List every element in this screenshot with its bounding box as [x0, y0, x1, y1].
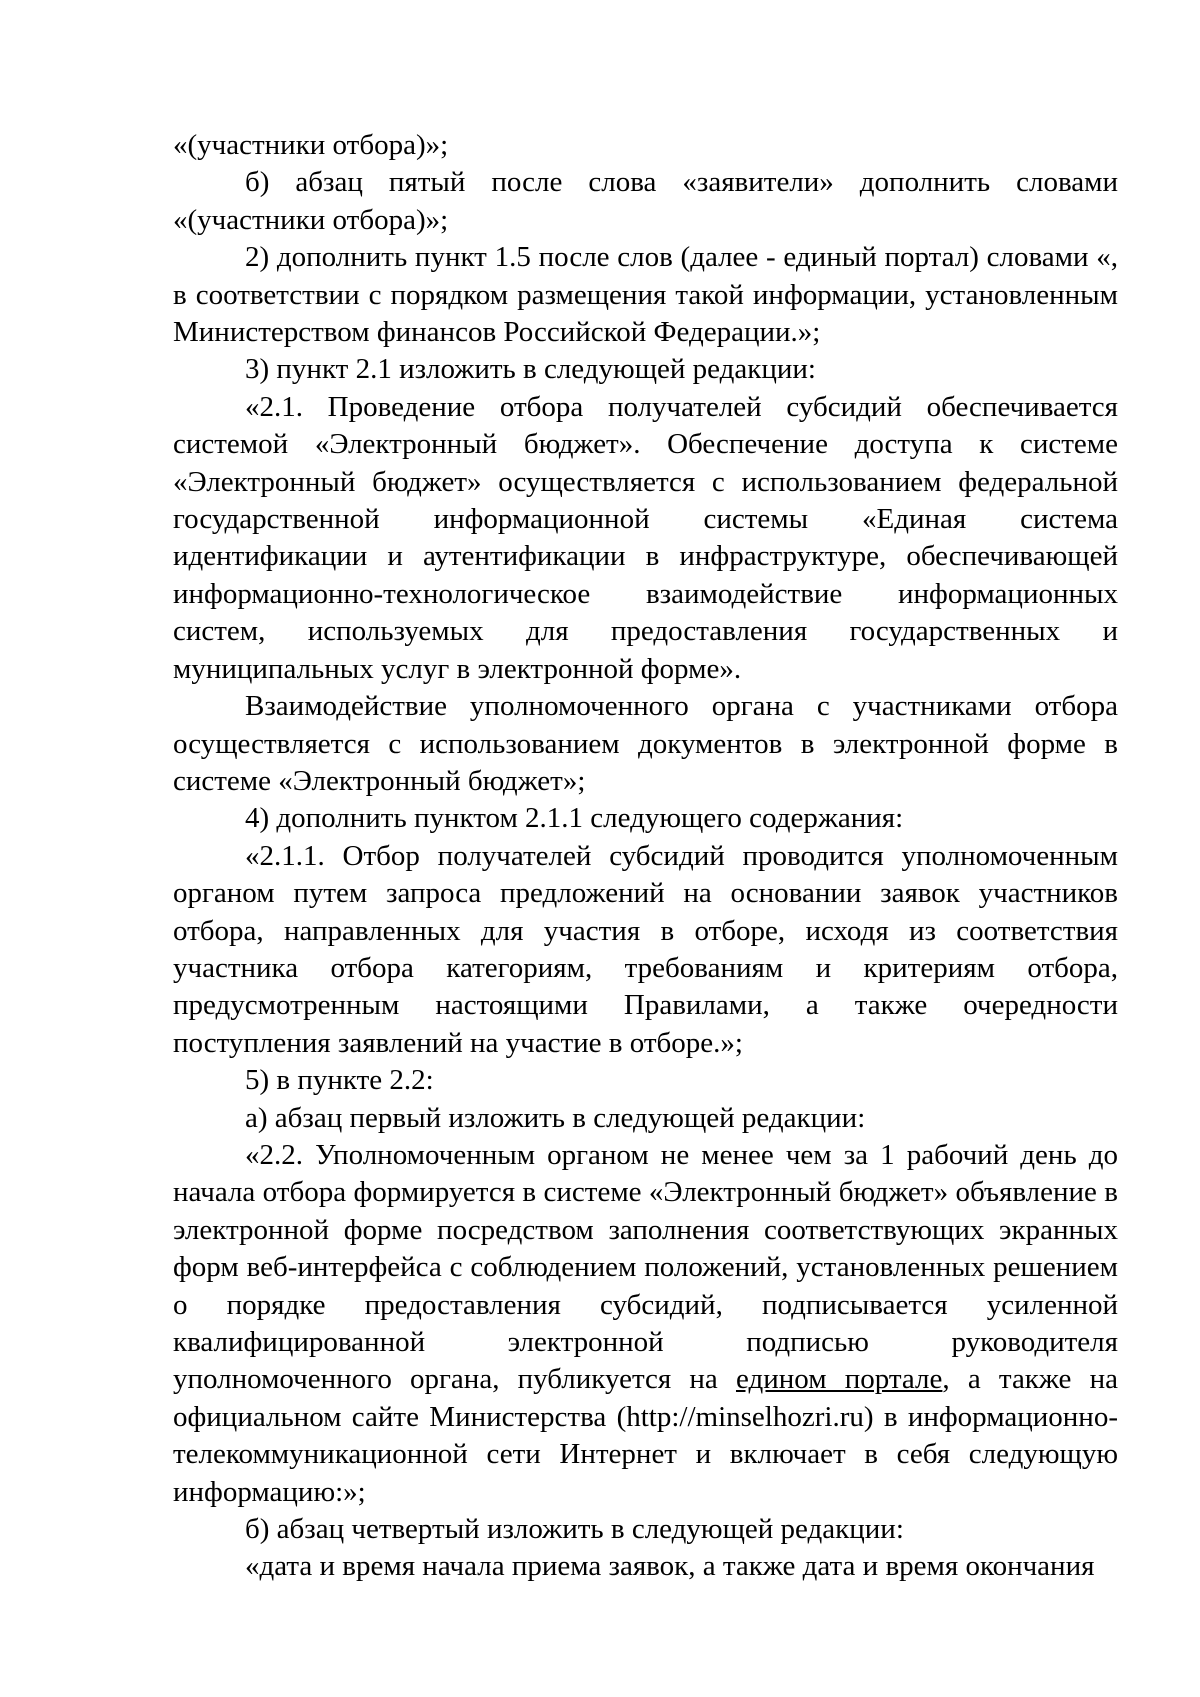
paragraph-item-3: 3) пункт 2.1 изложить в следующей редакции: — [245, 353, 816, 386]
clause-2-2-text-end: , а также на официальном сайте Министерства (http://minselhozri.ru) в информационно-телекоммуникационной сети Интернет и включает в себя следующую информацию:»; — [173, 1363, 1119, 1508]
document-body — [173, 127, 1118, 1586]
paragraph-subitem-a: а) абзац первый изложить в следующей редакции: — [245, 1101, 866, 1134]
clause-2-2-text-start: «2.2. Уполномоченным органом не менее чем за 1 рабочий день до начала отбора формируется в системе «Электронный бюджет» объявление в электронной форме посредством заполнения соответствующих экранных форм веб-интерфейса с соблюдением положений, установленных решением о порядке предоставления субсидий, подписывается усиленной квалифицированной электронной подписью руководителя уполномоченного органа, публикуется на — [173, 1138, 1118, 1396]
paragraph-item-2: 2) дополнить пункт 1.5 после слов (далее - единый портал) словами «, в соответствии с порядком размещения такой информации, установленным Министерством финансов Российской Федерации.»; — [173, 241, 1118, 349]
paragraph-clause-2-1: «2.1. Проведение отбора получателей субсидий обеспечивается системой «Электронный бюджет». Обеспечение доступа к системе «Электронный бюджет» осуществляется с использованием федеральной государственной информационной системы «Единая система идентификации и аутентификации в инфраструктуре, обеспечивающей информационно-технологическое взаимодействие информационных систем, используемых для предоставления государственных и муниципальных услуг в электронной форме». — [173, 390, 1118, 685]
paragraph-subitem-b: б) абзац пятый после слова «заявители» дополнить словами «(участники отбора)»; — [173, 166, 1118, 236]
paragraph-clause-2-1-1: «2.1.1. Отбор получателей субсидий проводится уполномоченным органом путем запроса предложений на основании заявок участников отбора, направленных для участия в отборе, исходя из соответствия участника отбора категориям, требованиям и критериям отбора, предусмотренным настоящими Правилами, а также очередности поступления заявлений на участие в отборе.»; — [173, 839, 1118, 1059]
paragraph-subitem-b-second: б) абзац четвертый изложить в следующей редакции: — [245, 1513, 904, 1546]
paragraph-continuation: «(участники отбора)»; — [173, 129, 449, 161]
paragraph-item-5: 5) в пункте 2.2: — [245, 1064, 434, 1097]
paragraph-date-time: «дата и время начала приема заявок, а также дата и время окончания — [245, 1550, 1095, 1583]
paragraph-interaction: Взаимодействие уполномоченного органа с участниками отбора осуществляется с использованием документов в электронной форме в системе «Электронный бюджет»; — [173, 690, 1118, 797]
paragraph-clause-2-2 — [173, 1137, 1118, 1511]
single-portal-link[interactable]: едином портале — [735, 1363, 943, 1396]
paragraph-item-4: 4) дополнить пунктом 2.1.1 следующего содержания: — [245, 802, 904, 835]
